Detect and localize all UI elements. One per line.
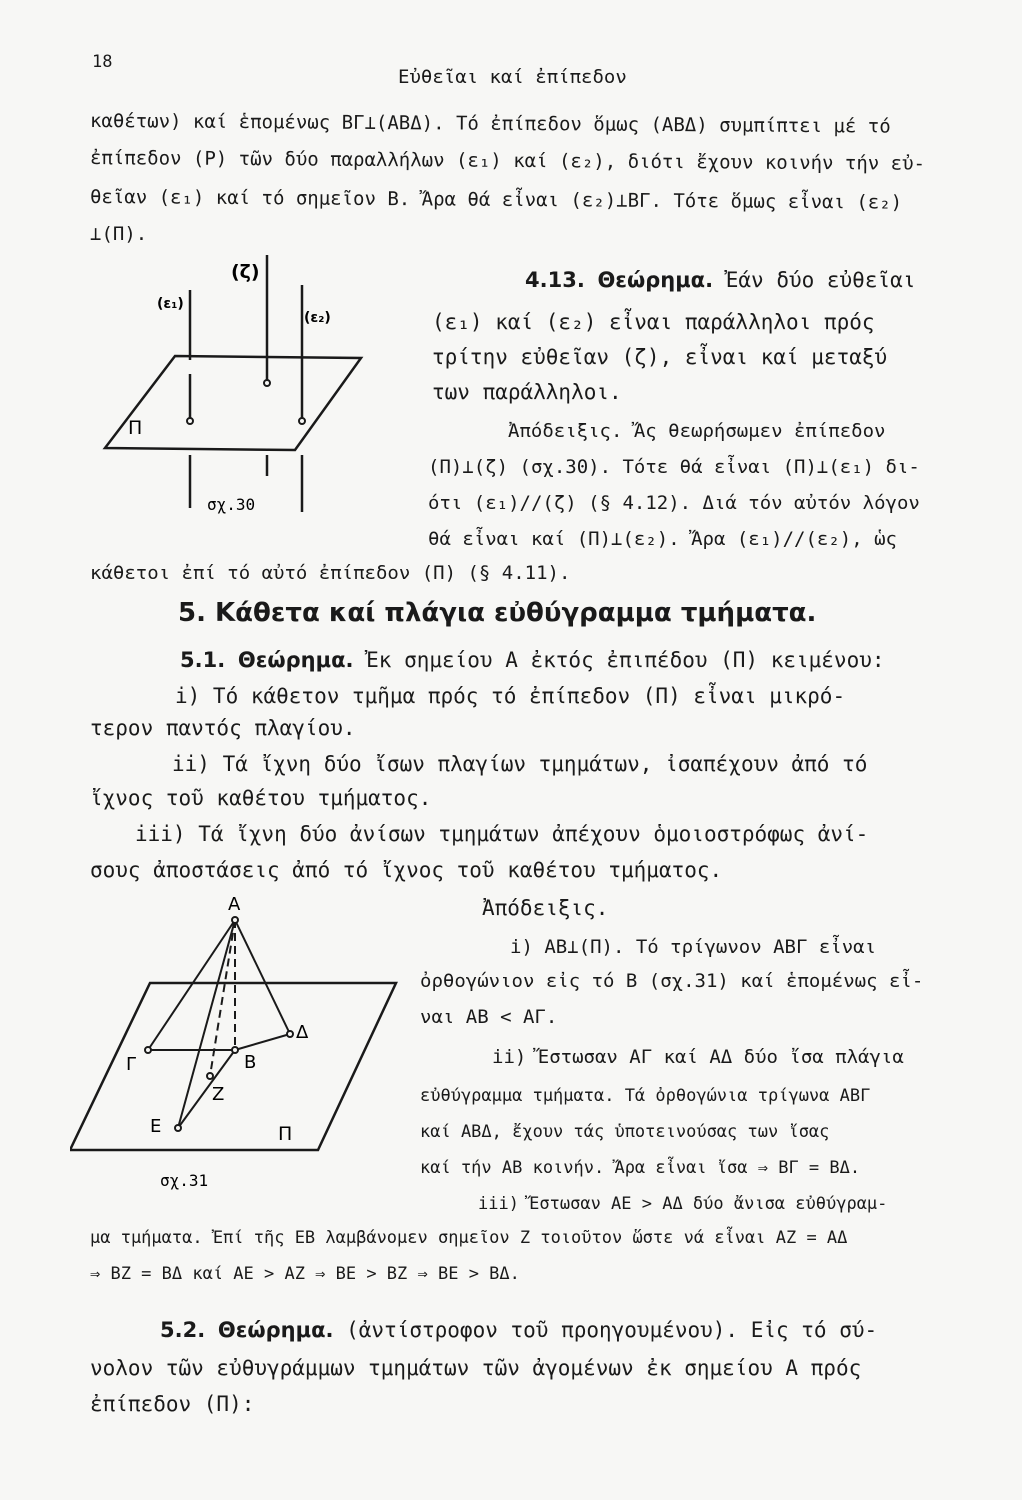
proof-413-line-2: (Π)⊥(ζ) (σχ.30). Τότε θά εἶναι (Π)⊥(ε₁) δι- bbox=[428, 456, 920, 478]
theorem-51-heading bbox=[180, 648, 885, 672]
segment-BE bbox=[178, 1050, 235, 1128]
proof-51-iii-1: iii) Ἔστωσαν ΑΕ > ΑΔ δύο ἄνισα εὐθύγραμ- bbox=[478, 1194, 888, 1214]
point-Delta bbox=[287, 1031, 293, 1037]
theorem-413-line-4: των παράλληλοι. bbox=[432, 380, 622, 404]
intro-line-3: θεῖαν (ε₁) καί τό σημεῖον Β. Ἄρα θά εἶναι (ε₂)⊥ΒΓ. Τότε ὅμως εἶναι (ε₂) bbox=[89, 186, 903, 214]
point-Gamma bbox=[145, 1047, 151, 1053]
label-Z: Z bbox=[212, 1084, 225, 1105]
theorem-51-item-i-2: τερον παντός πλαγίου. bbox=[90, 716, 356, 740]
proof-51-iii-2: μα τμήματα. Ἐπί τῆς ΕΒ λαμβάνομεν σημεῖον Ζ τοιοῦτον ὥστε νά εἶναι ΑΖ = ΑΔ bbox=[90, 1228, 848, 1248]
label-pi: Π bbox=[128, 417, 143, 439]
segment-BD bbox=[235, 1034, 290, 1050]
theorem-51-line-1: Ἐκ σημείου Α ἐκτός ἐπιπέδου (Π) κειμένου: bbox=[366, 648, 885, 672]
theorem-51-item-ii-1: ii) Τά ἴχνη δύο ἴσων πλαγίων τμημάτων, ἰσαπέχουν ἀπό τό bbox=[172, 752, 868, 776]
segment-AG bbox=[148, 920, 235, 1050]
label-B: B bbox=[244, 1052, 257, 1073]
plane-pi-outline bbox=[70, 983, 396, 1150]
point-A bbox=[232, 917, 238, 923]
theorem-413-number: 4.13. bbox=[525, 268, 585, 292]
label-Delta: Δ bbox=[296, 1022, 309, 1043]
theorem-51-item-iii-1: iii) Τά ἴχνη δύο ἀνίσων τμημάτων ἀπέχουν ὁμοιοστρόφως ἀνί- bbox=[135, 822, 869, 846]
theorem-52-line-1: (ἀντίστροφον τοῦ προηγουμένου). Εἰς τό σύ- bbox=[346, 1318, 878, 1342]
proof-51-ii-4: καί τήν ΑΒ κοινήν. Ἄρα εἶναι ἴσα ⇒ ΒΓ = ΒΔ. bbox=[420, 1158, 861, 1178]
point-E bbox=[175, 1125, 181, 1131]
label-zeta: (ζ) bbox=[231, 261, 260, 283]
proof-51-ii-3: καί ΑΒΔ, ἔχουν τάς ὑποτεινούσας των ἴσας bbox=[420, 1122, 830, 1142]
proof-51-title: Ἀπόδειξις. bbox=[482, 896, 609, 920]
segment-AE bbox=[178, 920, 235, 1128]
point-e1-plane bbox=[187, 418, 193, 424]
point-zeta-plane bbox=[264, 380, 270, 386]
segment-AD bbox=[235, 920, 290, 1034]
plane-pi-outline bbox=[105, 356, 361, 450]
page-number: 18 bbox=[92, 52, 113, 72]
theorem-52-keyword: Θεώρημα. bbox=[217, 1318, 334, 1342]
point-B bbox=[232, 1047, 238, 1053]
point-Z bbox=[207, 1073, 213, 1079]
theorem-51-item-ii-2: ἴχνος τοῦ καθέτου τμήματος. bbox=[90, 786, 432, 810]
theorem-413-line-3: τρίτην εὐθεῖαν (ζ), εἶναι καί μεταξύ bbox=[432, 345, 888, 369]
proof-51-i-2: ὀρθογώνιον εἰς τό Β (σχ.31) καί ἑπομένως εἶ- bbox=[420, 970, 924, 992]
proof-413-line-3: ότι (ε₁)//(ζ) (§ 4.12). Διά τόν αὐτόν λόγον bbox=[428, 492, 920, 514]
theorem-52-line-3: ἐπίπεδον (Π): bbox=[90, 1392, 255, 1416]
figure-30 bbox=[95, 250, 395, 535]
theorem-52-line-2: νολον τῶν εὐθυγράμμων τμημάτων τῶν ἀγομένων ἐκ σημείου Α πρός bbox=[90, 1356, 862, 1380]
theorem-51-item-i-1: i) Τό κάθετον τμῆμα πρός τό ἐπίπεδον (Π) εἶναι μικρό- bbox=[175, 684, 846, 708]
proof-51-ii-1: ii) Ἔστωσαν ΑΓ καί ΑΔ δύο ἴσα πλάγια bbox=[492, 1046, 904, 1068]
theorem-51-number: 5.1. bbox=[180, 648, 226, 672]
fig31-caption: σχ.31 bbox=[160, 1171, 209, 1190]
label-e2: (ε₂) bbox=[304, 310, 331, 326]
theorem-413-line-2: (ε₁) καί (ε₂) εἶναι παράλληλοι πρός bbox=[432, 310, 875, 334]
theorem-52-number: 5.2. bbox=[160, 1318, 206, 1342]
theorem-51-item-iii-2: σους ἀποστάσεις ἀπό τό ἴχνος τοῦ καθέτου τμήματος. bbox=[90, 858, 723, 882]
proof-413-line-1: Ἀπόδειξις. Ἄς θεωρήσωμεν ἐπίπεδον bbox=[508, 420, 886, 442]
running-title: Εὐθεῖαι καί ἐπίπεδον bbox=[398, 66, 627, 88]
label-E: E bbox=[150, 1116, 162, 1137]
label-e1: (ε₁) bbox=[157, 296, 184, 312]
theorem-51-keyword: Θεώρημα. bbox=[237, 648, 354, 672]
fig30-caption: σχ.30 bbox=[207, 495, 256, 514]
proof-413-line-5: κάθετοι ἐπί τό αὐτό ἐπίπεδον (Π) (§ 4.11). bbox=[90, 562, 571, 584]
proof-51-iii-3: ⇒ ΒΖ = ΒΔ καί ΑΕ > ΑΖ ⇒ ΒΕ > ΒΖ ⇒ ΒΕ > ΒΔ. bbox=[90, 1264, 520, 1284]
theorem-413-heading bbox=[525, 268, 915, 292]
figure-31 bbox=[70, 888, 410, 1198]
proof-51-i-1: i) ΑΒ⊥(Π). Τό τρίγωνον ΑΒΓ εἶναι bbox=[510, 936, 877, 958]
label-A: A bbox=[228, 894, 241, 915]
intro-line-4: ⊥(Π). bbox=[90, 223, 148, 245]
section-5-heading: 5. Κάθετα καί πλάγια εὐθύγραμμα τμήματα. bbox=[178, 598, 817, 628]
label-Gamma: Γ bbox=[126, 1054, 137, 1075]
theorem-413-keyword: Θεώρημα. bbox=[597, 268, 714, 292]
label-Pi: Π bbox=[278, 1123, 293, 1145]
theorem-413-line-1: Ἐάν δύο εὐθεῖαι bbox=[725, 268, 916, 292]
theorem-52-heading bbox=[160, 1318, 877, 1342]
proof-413-line-4: θά εἶναι καί (Π)⊥(ε₂). Ἄρα (ε₁)//(ε₂), ὡς bbox=[428, 528, 897, 550]
intro-line-2: ἐπίπεδον (Ρ) τῶν δύο παραλλήλων (ε₁) καί (ε₂), διότι ἔχουν κοινήν τήν εὐ- bbox=[89, 147, 926, 175]
proof-51-i-3: ναι ΑΒ < ΑΓ. bbox=[420, 1006, 558, 1028]
proof-51-ii-2: εὐθύγραμμα τμήματα. Τά ὀρθογώνια τρίγωνα ΑΒΓ bbox=[420, 1086, 871, 1106]
point-e2-plane bbox=[299, 418, 305, 424]
intro-line-1: καθέτων) καί ἑπομένως ΒΓ⊥(ΑΒΔ). Τό ἐπίπεδον ὅμως (ΑΒΔ) συμπίπτει μέ τό bbox=[89, 110, 891, 138]
